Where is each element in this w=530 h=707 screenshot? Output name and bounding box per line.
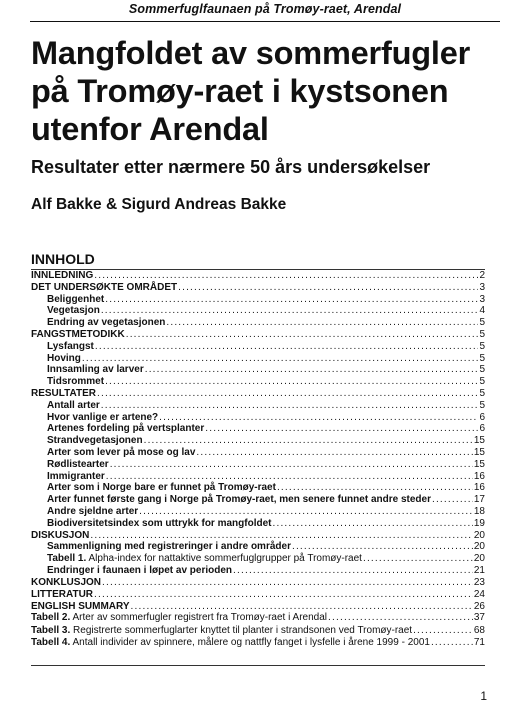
toc-entry-det-undersokte-omradet[interactable]: DET UNDERSØKTE OMRÅDET ..... 3 [31, 282, 485, 294]
toc-bottom-rule [31, 665, 485, 666]
toc-entry-artenes-fordeling[interactable]: Artenes fordeling på vertsplanter ..... 6 [31, 423, 485, 435]
toc-entry-biodiversitetsindex[interactable]: Biodiversitetsindex som uttrykk for mangfoldet ..... 19 [31, 518, 485, 530]
running-header: Sommerfuglfaunaen på Tromøy-raet, Arendal [128, 2, 402, 16]
toc-entry-hoving[interactable]: Hoving ..... 5 [31, 353, 485, 365]
toc-entry-diskusjon[interactable]: DISKUSJON ..... 20 [31, 530, 485, 542]
toc-entry-fangstmetodikk[interactable]: FANGSTMETODIKK ..... 5 [31, 329, 485, 341]
toc-entry-strandvegetasjonen[interactable]: Strandvegetasjonen ..... 15 [31, 435, 485, 447]
subtitle: Resultater etter nærmere 50 års undersøkelser [31, 157, 431, 177]
title-line-3: utenfor Arendal [31, 111, 269, 147]
toc-entry-bare-funnet-tromoy[interactable]: Arter som i Norge bare er funnet på Tromøy-raet ..... 16 [31, 482, 485, 494]
toc-entry-innsamling-av-larver[interactable]: Innsamling av larver ..... 5 [31, 364, 485, 376]
page-number: 1 [480, 689, 487, 703]
toc-entry-lysfangst[interactable]: Lysfangst ..... 5 [31, 341, 485, 353]
toc-entry-innledning[interactable]: INNLEDNING ..... 2 [31, 270, 485, 282]
toc-entry-tabell-2[interactable]: Tabell 2. Arter av sommerfugler registrert fra Tromøy-raet i Arendal ..... 37 [31, 612, 485, 624]
toc-entry-endring-av-vegetasjonen[interactable]: Endring av vegetasjonen ..... 5 [31, 317, 485, 329]
toc-entry-tabell-3[interactable]: Tabell 3. Registrerte sommerfuglarter knyttet til planter i strandsonen ved Tromøy-raet ..... 68 [31, 625, 485, 637]
toc-entry-sammenligning[interactable]: Sammenligning med registreringer i andre områder ..... 20 [31, 541, 485, 553]
toc-entry-konklusjon[interactable]: KONKLUSJON ..... 23 [31, 577, 485, 589]
toc-entry-tabell-1[interactable]: Tabell 1. Alpha-index for nattaktive sommerfuglgrupper på Tromøy-raet ..... 20 [31, 553, 485, 565]
main-title [31, 34, 511, 148]
toc-entry-resultater[interactable]: RESULTATER ..... 5 [31, 388, 485, 400]
toc-entry-mose-og-lav[interactable]: Arter som lever på mose og lav ..... 15 [31, 447, 485, 459]
toc-entry-antall-arter[interactable]: Antall arter ..... 5 [31, 400, 485, 412]
toc-entry-hvor-vanlige[interactable]: Hvor vanlige er artene? ..... 6 [31, 412, 485, 424]
title-line-1: Mangfoldet av sommerfugler [31, 35, 471, 71]
toc-entry-forste-gang-norge[interactable]: Arter funnet første gang i Norge på Tromøy-raet, men senere funnet andre steder ..... 17 [31, 494, 485, 506]
toc-entry-litteratur[interactable]: LITTERATUR ..... 24 [31, 589, 485, 601]
toc-entry-immigranter[interactable]: Immigranter ..... 16 [31, 471, 485, 483]
toc-entry-tabell-4[interactable]: Tabell 4. Antall individer av spinnere, målere og nattfly fanget i lysfelle i årene 1999 - 2001 ..... 71 [31, 637, 485, 649]
toc-entry-tidsrommet[interactable]: Tidsrommet ..... 5 [31, 376, 485, 388]
header-rule [30, 21, 500, 22]
toc-entry-vegetasjon[interactable]: Vegetasjon ..... 4 [31, 305, 485, 317]
authors: Alf Bakke & Sigurd Andreas Bakke [31, 196, 287, 213]
title-line-2: på Tromøy-raet i kystsonen [31, 73, 449, 109]
table-of-contents [31, 270, 485, 649]
toc-entry-english-summary[interactable]: ENGLISH SUMMARY ..... 26 [31, 601, 485, 613]
toc-entry-rodlistearter[interactable]: Rødlistearter ..... 15 [31, 459, 485, 471]
toc-entry-andre-sjeldne-arter[interactable]: Andre sjeldne arter ..... 18 [31, 506, 485, 518]
toc-heading: INNHOLD [31, 251, 95, 267]
toc-entry-endringer-i-faunaen[interactable]: Endringer i faunaen i løpet av perioden ..... 21 [31, 565, 485, 577]
toc-entry-beliggenhet[interactable]: Beliggenhet ..... 3 [31, 294, 485, 306]
